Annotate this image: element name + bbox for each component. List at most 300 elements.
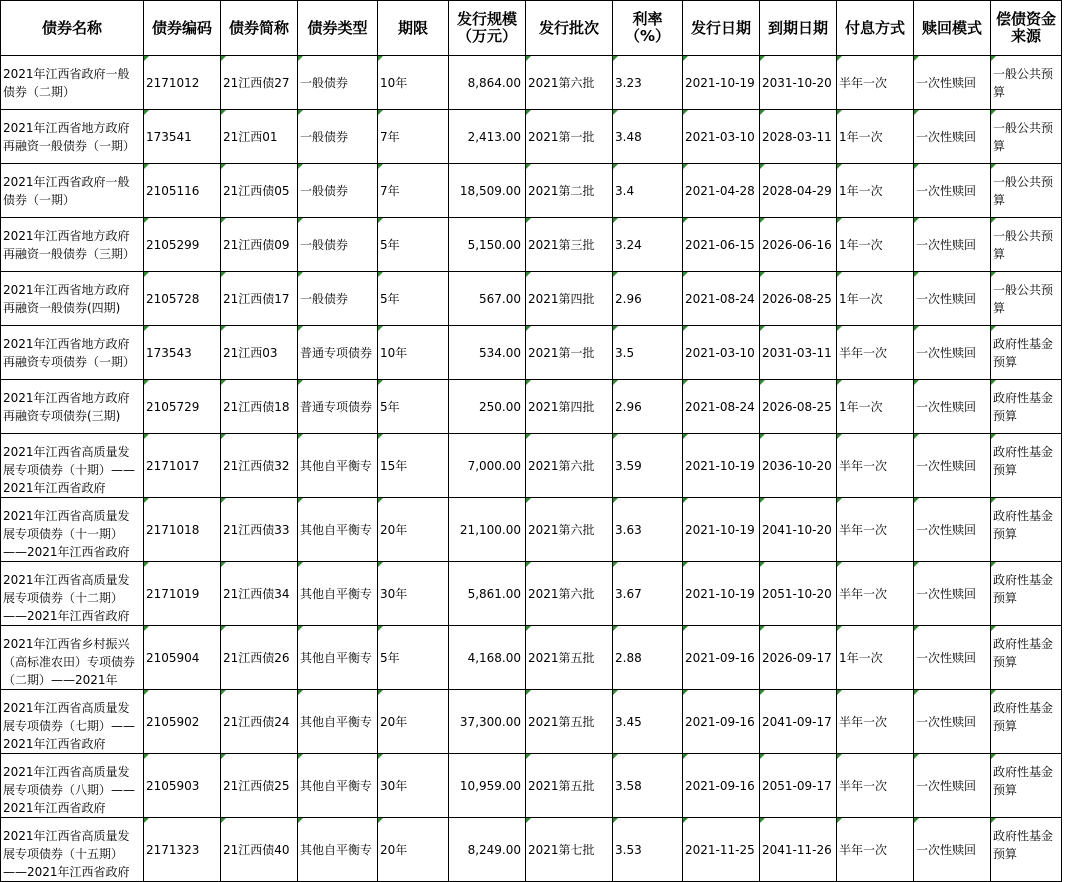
cell-term[interactable]	[378, 110, 449, 164]
header-maturity-date[interactable]: 到期日期	[760, 1, 837, 56]
cell-bond-name[interactable]	[1, 626, 144, 690]
cell-bond-short-name[interactable]	[221, 434, 298, 498]
cell-interest-method[interactable]	[837, 818, 914, 882]
cell-interest-method[interactable]	[837, 562, 914, 626]
cell-repayment-source-text: 一般公共预算	[993, 121, 1054, 153]
cell-bond-type[interactable]	[298, 272, 378, 326]
cell-repayment-source[interactable]	[991, 690, 1062, 754]
cell-issue-date[interactable]	[683, 272, 760, 326]
cell-maturity-date[interactable]	[760, 164, 837, 218]
cell-rate-text: 3.53	[615, 842, 642, 857]
cell-issue-amount[interactable]	[449, 380, 526, 434]
cell-rate[interactable]	[613, 690, 683, 754]
cell-bond-short-name[interactable]	[221, 562, 298, 626]
cell-repayment-source[interactable]	[991, 110, 1062, 164]
cell-bond-code-text: 2171012	[146, 75, 200, 90]
cell-rate[interactable]	[613, 218, 683, 272]
cell-bond-code-text: 2171019	[146, 586, 200, 601]
cell-issue-batch[interactable]	[526, 326, 613, 380]
cell-redemption-mode[interactable]	[914, 754, 991, 818]
cell-rate[interactable]	[613, 272, 683, 326]
cell-issue-amount[interactable]	[449, 272, 526, 326]
cell-term[interactable]	[378, 56, 449, 110]
cell-repayment-source[interactable]	[991, 380, 1062, 434]
cell-issue-amount[interactable]	[449, 56, 526, 110]
cell-term-text: 15年	[380, 458, 408, 473]
table-row	[1, 164, 1062, 218]
cell-rate[interactable]	[613, 562, 683, 626]
cell-issue-amount-text: 5,150.00	[467, 237, 521, 252]
cell-term[interactable]	[378, 562, 449, 626]
cell-bond-short-name[interactable]	[221, 626, 298, 690]
table-row	[1, 562, 1062, 626]
cell-bond-code[interactable]	[144, 380, 221, 434]
header-repayment-source[interactable]: 偿债资金来源	[991, 1, 1062, 56]
cell-bond-type[interactable]	[298, 164, 378, 218]
cell-bond-code[interactable]	[144, 218, 221, 272]
header-interest-method[interactable]: 付息方式	[837, 1, 914, 56]
cell-term[interactable]	[378, 754, 449, 818]
cell-bond-name[interactable]	[1, 164, 144, 218]
cell-repayment-source-text: 一般公共预算	[993, 67, 1054, 99]
cell-issue-amount-text: 21,100.00	[459, 522, 521, 537]
cell-bond-type[interactable]	[298, 818, 378, 882]
cell-bond-name[interactable]	[1, 110, 144, 164]
header-rate[interactable]: 利率（%）	[613, 1, 683, 56]
cell-bond-code[interactable]	[144, 272, 221, 326]
cell-issue-date-text: 2021-10-19	[685, 75, 755, 90]
cell-repayment-source[interactable]	[991, 164, 1062, 218]
cell-issue-batch[interactable]	[526, 498, 613, 562]
cell-bond-name[interactable]	[1, 56, 144, 110]
cell-rate[interactable]	[613, 434, 683, 498]
cell-interest-method[interactable]	[837, 326, 914, 380]
cell-issue-amount[interactable]	[449, 434, 526, 498]
cell-issue-batch[interactable]	[526, 272, 613, 326]
cell-bond-short-name-text: 21江西债34	[223, 586, 290, 601]
cell-bond-short-name-text: 21江西03	[223, 345, 278, 360]
cell-bond-code[interactable]	[144, 754, 221, 818]
cell-redemption-mode[interactable]	[914, 326, 991, 380]
cell-bond-code[interactable]	[144, 110, 221, 164]
cell-redemption-mode[interactable]	[914, 690, 991, 754]
cell-bond-name-text: 2021年江西省地方政府再融资专项债券（一期）	[3, 337, 136, 369]
cell-repayment-source-text: 政府性基金预算	[993, 829, 1054, 861]
cell-issue-amount[interactable]	[449, 498, 526, 562]
cell-redemption-mode-text: 一次性赎回	[916, 129, 977, 144]
cell-bond-short-name-text: 21江西债25	[223, 778, 290, 793]
cell-term-text: 20年	[380, 842, 408, 857]
cell-maturity-date-text: 2028-04-29	[762, 183, 832, 198]
cell-repayment-source-text: 政府性基金预算	[993, 509, 1054, 541]
cell-issue-batch[interactable]	[526, 754, 613, 818]
cell-bond-name-text: 2021年江西省高质量发展专项债券（十五期）——2021年江西省政府	[3, 829, 130, 879]
cell-bond-name[interactable]	[1, 690, 144, 754]
cell-bond-name[interactable]	[1, 380, 144, 434]
cell-redemption-mode[interactable]	[914, 164, 991, 218]
cell-bond-short-name-text: 21江西01	[223, 129, 278, 144]
cell-bond-short-name[interactable]	[221, 818, 298, 882]
cell-maturity-date-text: 2041-11-26	[762, 842, 832, 857]
cell-bond-type-text: 普通专项债券	[300, 399, 373, 414]
cell-redemption-mode[interactable]	[914, 434, 991, 498]
cell-issue-amount[interactable]	[449, 326, 526, 380]
cell-interest-method-text: 1年一次	[839, 129, 883, 144]
cell-issue-date-text: 2021-10-19	[685, 458, 755, 473]
cell-bond-short-name-text: 21江西债18	[223, 399, 290, 414]
cell-bond-code[interactable]	[144, 818, 221, 882]
table-row	[1, 690, 1062, 754]
table-row	[1, 380, 1062, 434]
cell-maturity-date[interactable]	[760, 434, 837, 498]
header-issue-batch[interactable]: 发行批次	[526, 1, 613, 56]
cell-redemption-mode-text: 一次性赎回	[916, 345, 977, 360]
cell-bond-short-name[interactable]	[221, 690, 298, 754]
cell-bond-short-name[interactable]	[221, 218, 298, 272]
cell-bond-name-text: 2021年江西省地方政府再融资专项债券(三期)	[3, 391, 130, 423]
cell-bond-short-name[interactable]	[221, 326, 298, 380]
cell-issue-date[interactable]	[683, 164, 760, 218]
cell-issue-amount-text: 7,000.00	[467, 458, 521, 473]
cell-bond-type[interactable]	[298, 218, 378, 272]
cell-maturity-date[interactable]	[760, 110, 837, 164]
cell-bond-type[interactable]	[298, 326, 378, 380]
cell-bond-code[interactable]	[144, 434, 221, 498]
table-row	[1, 272, 1062, 326]
cell-maturity-date-text: 2026-08-25	[762, 291, 832, 306]
cell-issue-amount[interactable]	[449, 218, 526, 272]
cell-bond-type[interactable]	[298, 434, 378, 498]
cell-repayment-source[interactable]	[991, 626, 1062, 690]
cell-bond-code-text: 2171323	[146, 842, 200, 857]
cell-issue-date[interactable]	[683, 498, 760, 562]
cell-issue-batch[interactable]	[526, 380, 613, 434]
cell-repayment-source-text: 政府性基金预算	[993, 637, 1054, 669]
cell-redemption-mode[interactable]	[914, 626, 991, 690]
header-redemption-mode[interactable]: 赎回模式	[914, 1, 991, 56]
cell-redemption-mode[interactable]	[914, 272, 991, 326]
cell-term-text: 30年	[380, 586, 408, 601]
cell-bond-type[interactable]	[298, 498, 378, 562]
cell-redemption-mode[interactable]	[914, 818, 991, 882]
cell-issue-batch-text: 2021第六批	[528, 586, 595, 601]
cell-rate[interactable]	[613, 380, 683, 434]
cell-issue-date[interactable]	[683, 326, 760, 380]
cell-term[interactable]	[378, 626, 449, 690]
cell-issue-amount[interactable]	[449, 562, 526, 626]
cell-issue-date[interactable]	[683, 218, 760, 272]
cell-repayment-source[interactable]	[991, 434, 1062, 498]
cell-bond-name[interactable]	[1, 434, 144, 498]
cell-repayment-source-text: 政府性基金预算	[993, 573, 1054, 605]
cell-interest-method[interactable]	[837, 626, 914, 690]
cell-bond-type[interactable]	[298, 626, 378, 690]
cell-redemption-mode[interactable]	[914, 110, 991, 164]
cell-rate[interactable]	[613, 626, 683, 690]
cell-term[interactable]	[378, 434, 449, 498]
cell-redemption-mode-text: 一次性赎回	[916, 522, 977, 537]
cell-redemption-mode[interactable]	[914, 380, 991, 434]
cell-rate-text: 3.59	[615, 458, 642, 473]
cell-issue-amount[interactable]	[449, 754, 526, 818]
cell-interest-method[interactable]	[837, 110, 914, 164]
cell-bond-name-text: 2021年江西省地方政府再融资一般债券（三期）	[3, 229, 136, 261]
cell-maturity-date[interactable]	[760, 56, 837, 110]
cell-issue-date[interactable]	[683, 626, 760, 690]
cell-issue-amount[interactable]	[449, 690, 526, 754]
cell-bond-code-text: 2105729	[146, 399, 200, 414]
cell-rate[interactable]	[613, 164, 683, 218]
cell-bond-name[interactable]	[1, 218, 144, 272]
cell-bond-type-text: 普通专项债券	[300, 345, 373, 360]
cell-issue-batch[interactable]	[526, 690, 613, 754]
cell-interest-method[interactable]	[837, 56, 914, 110]
cell-bond-name-text: 2021年江西省乡村振兴（高标准农田）专项债券（二期）——2021年	[3, 637, 136, 687]
cell-maturity-date-text: 2041-09-17	[762, 714, 832, 729]
cell-term[interactable]	[378, 218, 449, 272]
cell-interest-method[interactable]	[837, 218, 914, 272]
cell-issue-amount-text: 18,509.00	[459, 183, 521, 198]
cell-repayment-source[interactable]	[991, 498, 1062, 562]
cell-term-text: 5年	[380, 650, 400, 665]
cell-repayment-source[interactable]	[991, 326, 1062, 380]
cell-issue-batch[interactable]	[526, 562, 613, 626]
cell-issue-amount[interactable]	[449, 110, 526, 164]
cell-issue-batch-text: 2021第五批	[528, 778, 595, 793]
header-bond-type[interactable]: 债券类型	[298, 1, 378, 56]
cell-bond-name-text: 2021年江西省地方政府再融资一般债券（一期）	[3, 121, 136, 153]
cell-issue-batch[interactable]	[526, 164, 613, 218]
header-term[interactable]: 期限	[378, 1, 449, 56]
cell-issue-date[interactable]	[683, 818, 760, 882]
cell-issue-date-text: 2021-09-16	[685, 650, 755, 665]
cell-interest-method[interactable]	[837, 498, 914, 562]
cell-repayment-source[interactable]	[991, 818, 1062, 882]
cell-bond-type[interactable]	[298, 380, 378, 434]
cell-maturity-date[interactable]	[760, 380, 837, 434]
cell-issue-batch-text: 2021第七批	[528, 842, 595, 857]
cell-interest-method[interactable]	[837, 690, 914, 754]
cell-issue-batch[interactable]	[526, 218, 613, 272]
cell-bond-type[interactable]	[298, 562, 378, 626]
cell-maturity-date[interactable]	[760, 690, 837, 754]
cell-term-text: 20年	[380, 522, 408, 537]
cell-term[interactable]	[378, 380, 449, 434]
cell-interest-method-text: 半年一次	[839, 586, 888, 601]
cell-bond-short-name[interactable]	[221, 498, 298, 562]
cell-interest-method-text: 半年一次	[839, 345, 888, 360]
cell-term[interactable]	[378, 272, 449, 326]
cell-redemption-mode[interactable]	[914, 562, 991, 626]
cell-bond-short-name[interactable]	[221, 380, 298, 434]
cell-term[interactable]	[378, 690, 449, 754]
cell-repayment-source-text: 政府性基金预算	[993, 765, 1054, 797]
cell-issue-batch[interactable]	[526, 434, 613, 498]
cell-bond-code[interactable]	[144, 56, 221, 110]
cell-interest-method[interactable]	[837, 272, 914, 326]
cell-maturity-date[interactable]	[760, 272, 837, 326]
cell-rate-text: 3.58	[615, 778, 642, 793]
cell-issue-date[interactable]	[683, 110, 760, 164]
cell-interest-method-text: 半年一次	[839, 778, 888, 793]
header-issue-date[interactable]: 发行日期	[683, 1, 760, 56]
cell-bond-name[interactable]	[1, 498, 144, 562]
cell-issue-batch[interactable]	[526, 818, 613, 882]
table-row	[1, 110, 1062, 164]
cell-term[interactable]	[378, 164, 449, 218]
cell-issue-date-text: 2021-03-10	[685, 345, 755, 360]
cell-bond-code[interactable]	[144, 498, 221, 562]
cell-rate-text: 3.4	[615, 183, 635, 198]
cell-bond-code[interactable]	[144, 626, 221, 690]
cell-maturity-date[interactable]	[760, 326, 837, 380]
cell-redemption-mode-text: 一次性赎回	[916, 237, 977, 252]
cell-rate[interactable]	[613, 498, 683, 562]
cell-bond-code[interactable]	[144, 562, 221, 626]
cell-bond-type[interactable]	[298, 690, 378, 754]
cell-bond-short-name-text: 21江西债26	[223, 650, 290, 665]
cell-issue-date[interactable]	[683, 380, 760, 434]
cell-issue-date[interactable]	[683, 690, 760, 754]
cell-issue-amount-text: 2,413.00	[467, 129, 521, 144]
cell-rate-text: 3.67	[615, 586, 642, 601]
cell-redemption-mode[interactable]	[914, 498, 991, 562]
cell-bond-name-text: 2021年江西省政府一般债券（二期）	[3, 67, 130, 99]
cell-bond-name[interactable]	[1, 326, 144, 380]
cell-rate[interactable]	[613, 818, 683, 882]
cell-bond-type-text: 其他自平衡专	[300, 522, 373, 537]
table-row	[1, 754, 1062, 818]
cell-interest-method[interactable]	[837, 380, 914, 434]
cell-issue-date-text: 2021-09-16	[685, 714, 755, 729]
cell-bond-short-name-text: 21江西债17	[223, 291, 290, 306]
cell-repayment-source[interactable]	[991, 562, 1062, 626]
cell-maturity-date[interactable]	[760, 754, 837, 818]
header-issue-amount[interactable]: 发行规模（万元）	[449, 1, 526, 56]
header-bond-short-name[interactable]: 债券简称	[221, 1, 298, 56]
cell-rate[interactable]	[613, 326, 683, 380]
cell-issue-batch-text: 2021第五批	[528, 650, 595, 665]
cell-interest-method-text: 1年一次	[839, 237, 883, 252]
cell-issue-date[interactable]	[683, 754, 760, 818]
cell-bond-type[interactable]	[298, 110, 378, 164]
cell-redemption-mode-text: 一次性赎回	[916, 399, 977, 414]
cell-maturity-date[interactable]	[760, 626, 837, 690]
cell-repayment-source[interactable]	[991, 56, 1062, 110]
cell-rate[interactable]	[613, 754, 683, 818]
cell-term-text: 10年	[380, 75, 408, 90]
cell-issue-amount-text: 4,168.00	[467, 650, 521, 665]
cell-repayment-source[interactable]	[991, 218, 1062, 272]
header-bond-code[interactable]: 债券编码	[144, 1, 221, 56]
cell-bond-name[interactable]	[1, 754, 144, 818]
cell-rate[interactable]	[613, 110, 683, 164]
cell-issue-date-text: 2021-10-19	[685, 586, 755, 601]
cell-bond-short-name[interactable]	[221, 164, 298, 218]
cell-issue-amount[interactable]	[449, 818, 526, 882]
cell-maturity-date-text: 2028-03-11	[762, 129, 832, 144]
cell-bond-name-text: 2021年江西省高质量发展专项债券（十一期）——2021年江西省政府	[3, 509, 130, 559]
cell-maturity-date[interactable]	[760, 218, 837, 272]
cell-bond-code[interactable]	[144, 690, 221, 754]
cell-issue-amount[interactable]	[449, 626, 526, 690]
cell-bond-short-name[interactable]	[221, 272, 298, 326]
cell-interest-method-text: 1年一次	[839, 291, 883, 306]
cell-rate[interactable]	[613, 56, 683, 110]
cell-bond-code-text: 2105728	[146, 291, 200, 306]
cell-bond-code-text: 2171017	[146, 458, 200, 473]
cell-issue-batch[interactable]	[526, 56, 613, 110]
cell-bond-type-text: 一般债券	[300, 129, 349, 144]
cell-redemption-mode[interactable]	[914, 56, 991, 110]
table-row	[1, 56, 1062, 110]
cell-repayment-source[interactable]	[991, 272, 1062, 326]
cell-bond-type-text: 一般债券	[300, 291, 349, 306]
cell-bond-type-text: 其他自平衡专	[300, 842, 373, 857]
cell-issue-batch-text: 2021第四批	[528, 399, 595, 414]
cell-redemption-mode[interactable]	[914, 218, 991, 272]
cell-repayment-source[interactable]	[991, 754, 1062, 818]
cell-interest-method[interactable]	[837, 434, 914, 498]
cell-rate-text: 3.23	[615, 75, 642, 90]
cell-bond-code-text: 2105902	[146, 714, 200, 729]
cell-issue-amount[interactable]	[449, 164, 526, 218]
cell-issue-batch[interactable]	[526, 626, 613, 690]
cell-term[interactable]	[378, 818, 449, 882]
cell-term-text: 7年	[380, 129, 400, 144]
cell-redemption-mode-text: 一次性赎回	[916, 714, 977, 729]
cell-maturity-date[interactable]	[760, 562, 837, 626]
cell-bond-code-text: 2105116	[146, 183, 200, 198]
cell-bond-short-name[interactable]	[221, 754, 298, 818]
cell-interest-method[interactable]	[837, 754, 914, 818]
cell-term-text: 5年	[380, 237, 400, 252]
cell-issue-batch-text: 2021第一批	[528, 129, 595, 144]
cell-term-text: 30年	[380, 778, 408, 793]
cell-bond-name[interactable]	[1, 272, 144, 326]
cell-bond-name[interactable]	[1, 818, 144, 882]
cell-maturity-date[interactable]	[760, 818, 837, 882]
cell-bond-code[interactable]	[144, 164, 221, 218]
cell-interest-method-text: 1年一次	[839, 399, 883, 414]
cell-issue-amount-text: 8,864.00	[467, 75, 521, 90]
cell-issue-batch[interactable]	[526, 110, 613, 164]
cell-bond-type[interactable]	[298, 56, 378, 110]
cell-term[interactable]	[378, 326, 449, 380]
cell-issue-amount-text: 534.00	[479, 345, 521, 360]
cell-issue-date[interactable]	[683, 434, 760, 498]
cell-issue-date[interactable]	[683, 562, 760, 626]
cell-issue-date[interactable]	[683, 56, 760, 110]
cell-bond-short-name[interactable]	[221, 110, 298, 164]
cell-bond-short-name-text: 21江西债33	[223, 522, 290, 537]
cell-bond-short-name[interactable]	[221, 56, 298, 110]
cell-bond-name[interactable]	[1, 562, 144, 626]
cell-maturity-date[interactable]	[760, 498, 837, 562]
cell-issue-amount-text: 37,300.00	[459, 714, 521, 729]
cell-redemption-mode-text: 一次性赎回	[916, 183, 977, 198]
cell-bond-code-text: 173541	[146, 129, 192, 144]
cell-interest-method[interactable]	[837, 164, 914, 218]
cell-bond-name-text: 2021年江西省高质量发展专项债券（七期）——2021年江西省政府	[3, 701, 136, 751]
header-bond-name[interactable]: 债券名称	[1, 1, 144, 56]
cell-bond-type[interactable]	[298, 754, 378, 818]
cell-rate-text: 3.24	[615, 237, 642, 252]
cell-issue-date-text: 2021-08-24	[685, 291, 755, 306]
cell-bond-code[interactable]	[144, 326, 221, 380]
cell-term[interactable]	[378, 498, 449, 562]
table-row	[1, 498, 1062, 562]
